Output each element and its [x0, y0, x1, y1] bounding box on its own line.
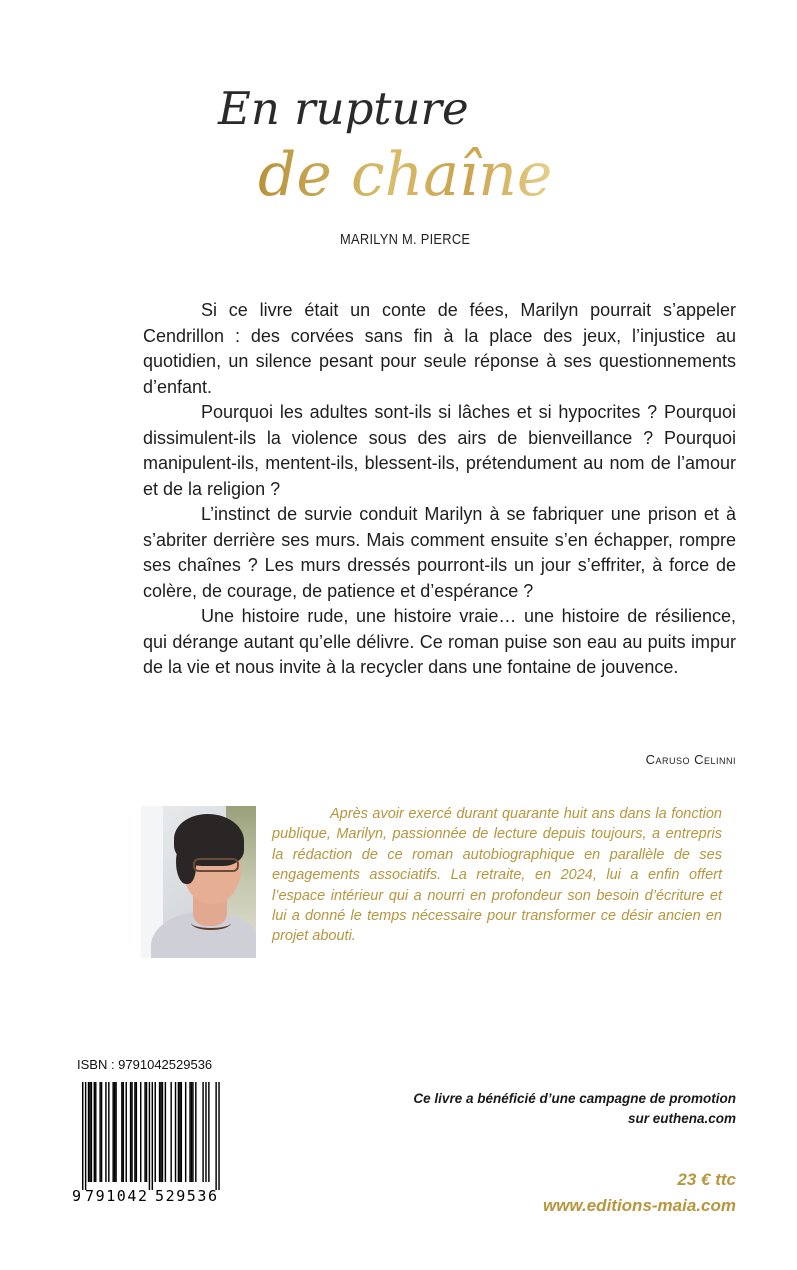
barcode-bar	[192, 1082, 193, 1182]
barcode-bar	[114, 1082, 115, 1182]
barcode-digit-first: 9	[72, 1187, 82, 1205]
blurb-paragraph: Une histoire rude, une histoire vraie… une histoire de résilience, qui dérange autant qu’elle délivre. Ce roman puise son eau au puits impur de la vie et nous invite à la recycler dans une fontaine de jouvence.	[143, 606, 736, 677]
barcode-bar	[215, 1082, 216, 1190]
barcode-bar	[218, 1082, 219, 1190]
author-bio	[272, 804, 722, 947]
barcode-bar	[121, 1082, 122, 1182]
barcode-bar	[170, 1082, 171, 1182]
barcode-bar	[126, 1082, 127, 1182]
barcode-bar	[134, 1082, 135, 1182]
isbn-barcode	[70, 1080, 230, 1205]
price: 23 € ttc	[677, 1170, 736, 1189]
barcode-bar	[152, 1082, 153, 1190]
barcode-bar	[179, 1082, 180, 1182]
isbn-label: ISBN : 9791042529536	[77, 1057, 213, 1072]
barcode-bar	[178, 1082, 179, 1182]
blurb-paragraph: L’instinct de survie conduit Marilyn à se fabriquer une prison et à s’abriter derrière ses murs. Mais comment ensuite s’en échapper, rompre ses chaînes ? Les murs dressés pourront-ils un jour s’effriter, à force de colère, de courage, de patience et d’espérance ?	[143, 504, 736, 601]
barcode-bar	[108, 1082, 109, 1182]
barcode-bar	[175, 1082, 176, 1182]
barcode-bar	[85, 1082, 86, 1190]
barcode-bar	[123, 1082, 124, 1182]
author-photo	[141, 806, 256, 958]
barcode-bar	[181, 1082, 182, 1182]
barcode-bar	[208, 1082, 209, 1182]
barcode-bar	[191, 1082, 192, 1182]
barcode-bar	[130, 1082, 131, 1182]
barcode-bar	[165, 1082, 166, 1182]
barcode-bar	[155, 1082, 156, 1182]
back-cover-blurb	[143, 298, 736, 681]
barcode-bar	[195, 1082, 196, 1182]
barcode-digits-left: 791042	[85, 1187, 147, 1205]
barcode-bar	[140, 1082, 141, 1182]
barcode-bar	[144, 1082, 145, 1182]
barcode-bar	[82, 1082, 83, 1190]
barcode-digits-right: 529536	[155, 1187, 217, 1205]
barcode-bar	[136, 1082, 137, 1182]
barcode-bar	[205, 1082, 206, 1182]
book-title-line1: En rupture	[218, 82, 469, 135]
barcode-bar	[88, 1082, 89, 1182]
promo-note	[413, 1089, 736, 1129]
barcode-bar	[95, 1082, 96, 1182]
blurb-paragraph: Si ce livre était un conte de fées, Marilyn pourrait s’appeler Cendrillon : des corvées sans fin à la place des jeux, l’injustice au quotidien, un silence pesant pour seule réponse à ses questionnements d’enfant.	[143, 300, 736, 397]
barcode-bar	[105, 1082, 106, 1182]
barcode-bar	[131, 1082, 132, 1182]
promo-line1: Ce livre a bénéficié d’une campagne de promotion	[413, 1091, 736, 1106]
blurb-paragraph: Pourquoi les adultes sont-ils si lâches et si hypocrites ? Pourquoi dissimulent-ils la violence sous des airs de bienveillance ? Pourquoi manipulent-ils, mentent-ils, blessent-ils, prétendument au nom de l’amour et de la religion ?	[143, 402, 736, 499]
barcode-bar	[159, 1082, 160, 1182]
barcode-bar	[91, 1082, 92, 1182]
barcode-bar	[89, 1082, 90, 1182]
book-title-line2: de chaîne	[258, 140, 553, 210]
barcode-bar	[146, 1082, 147, 1182]
barcode-bar	[112, 1082, 113, 1182]
promo-line2: sur euthena.com	[627, 1111, 736, 1126]
blurb-signature: Caruso Celinni	[645, 752, 736, 767]
barcode-bar	[185, 1082, 186, 1182]
barcode-bar	[115, 1082, 116, 1182]
author-name: MARILYN M. PIERCE	[340, 231, 471, 248]
barcode-bar	[94, 1082, 95, 1182]
barcode-bar	[202, 1082, 203, 1182]
barcode-bar	[101, 1082, 102, 1182]
barcode-bar	[99, 1082, 100, 1182]
publisher-website[interactable]: www.editions-maia.com	[542, 1196, 736, 1215]
barcode-bar	[162, 1082, 163, 1182]
author-bio-text: Après avoir exercé durant quarante huit ans dans la fonction publique, Marilyn, passionnée de lecture depuis toujours, a entrepris la rédaction de ce roman autobiographique en parallèle de ses engagements associatifs. La retraite, en 2024, lui a enfin offert l’espace intérieur qui a nourri en profondeur son besoin d’écriture et lui a donné le temps nécessaire pour transformer ce désir ancien en projet abouti.	[272, 806, 722, 945]
barcode-bar	[160, 1082, 161, 1182]
barcode-bar	[189, 1082, 190, 1182]
barcode-bar	[149, 1082, 150, 1190]
